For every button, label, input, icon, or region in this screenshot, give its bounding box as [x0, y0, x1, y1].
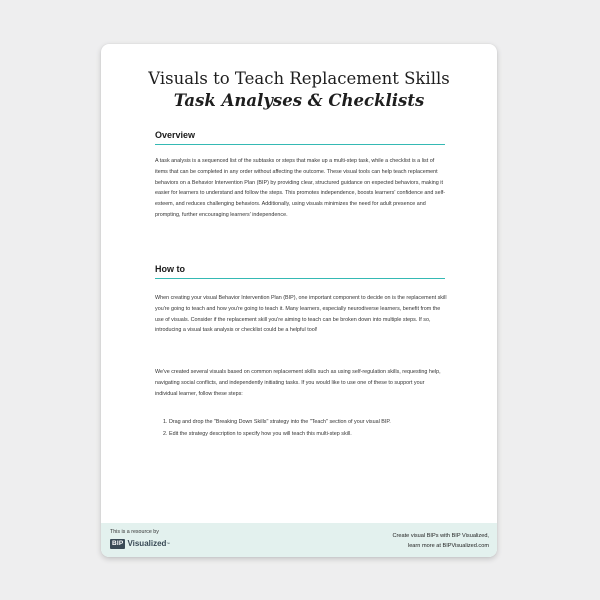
step-item: 1. Drag and drop the "Breaking Down Skills" strategy into the "Teach" section of your visual BIP. — [163, 419, 391, 425]
howto-heading: How to — [155, 264, 185, 274]
howto-paragraph-2: We've created several visuals based on common replacement skills such as using self-regulation skills, requesting help, navigating social conflicts, and independently initiating tasks. If you would like to use one of these to support your individual learner, follow these steps: — [155, 369, 441, 397]
logo-wordmark: Visualized — [127, 539, 167, 548]
step-item: 2. Edit the strategy description to specify how you will teach this multi-step skill. — [163, 430, 352, 437]
footer-tagline-line-1: Create visual BIPs with BIP Visualized, — [392, 533, 489, 539]
document-page — [101, 44, 497, 557]
steps-list — [163, 417, 443, 440]
overview-divider — [155, 144, 445, 145]
howto-paragraph-1: When creating your visual Behavior Intervention Plan (BIP), one important component to decide on is the replacement skill you're going to teach and how you're going to teach it. Many learners, especially neurodiverse learners, benefit from the use of visuals. Consider if the replacement skill you're aiming to teach can be broken down into multiple steps. If so, introducing a visual task analysis or checklist could be a helpful tool! — [155, 295, 447, 334]
overview-heading: Overview — [155, 130, 196, 140]
document-subtitle: Task Analyses & Checklists — [173, 91, 425, 110]
footer-tagline-line-2: learn more at BIPVisualized.com — [407, 543, 489, 549]
trademark-mark: ™ — [166, 541, 170, 546]
footer-tagline — [339, 531, 489, 551]
logo-badge: BIP — [112, 539, 124, 547]
resource-label: This is a resource by — [110, 529, 159, 535]
overview-paragraph: A task analysis is a sequenced list of the subtasks or steps that make up a multi-step task, while a checklist is a list of items that can be completed in any order without affecting the outcome. These visual tools can help teach replacement behaviors on a Behavior Intervention Plan (BIP) by providing clear, structured guidance on expected behaviors, making it easier for learners to understand and follow the steps. This promotes independence, boosts learners' confidence and self-esteem, and reduces challenging behaviors. Additionally, using visuals minimizes the need for adult presence and prompting, further encouraging learners' independence. — [155, 158, 446, 218]
document-title: Visuals to Teach Replacement Skills — [148, 69, 450, 88]
footer-band — [101, 523, 497, 557]
howto-divider — [155, 278, 445, 279]
bip-visualized-logo — [110, 538, 170, 549]
